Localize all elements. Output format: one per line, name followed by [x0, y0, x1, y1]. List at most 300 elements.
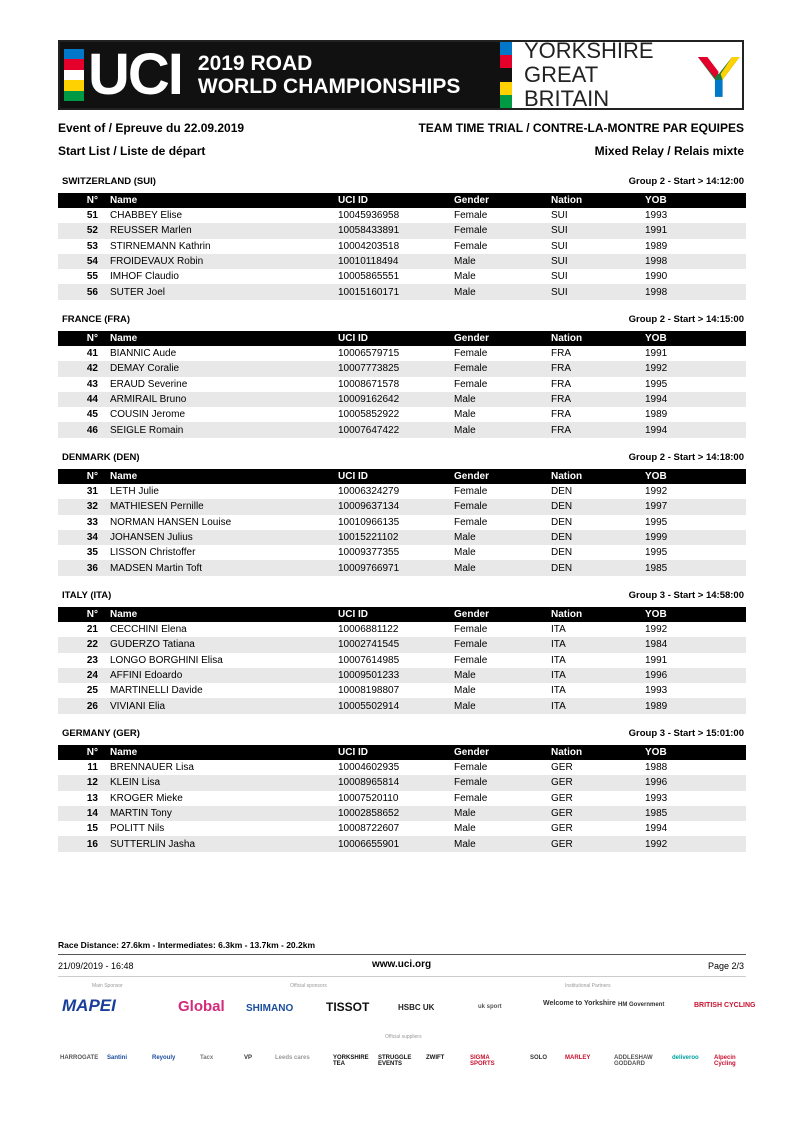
rider-nation: GER: [551, 762, 573, 774]
rider-number: 52: [58, 223, 110, 238]
rider-nation: GER: [551, 792, 573, 804]
rider-nation: FRA: [551, 348, 571, 360]
start-list-table: [58, 193, 746, 300]
supplier-logo: Reyouly: [152, 1055, 176, 1061]
rider-nation: DEN: [551, 499, 645, 514]
rider-uci-id: 10009766971: [338, 560, 454, 575]
host-line-2: GREAT BRITAIN: [524, 62, 610, 111]
rider-gender: Male: [454, 271, 476, 283]
rider-name: MARTINELLI Davide: [110, 685, 203, 697]
column-header: Nation: [551, 193, 645, 208]
rider-gender: Male: [454, 409, 476, 421]
rider-uci-id: 10008198807: [338, 685, 400, 697]
rider-name: MADSEN Martin Toft: [110, 560, 338, 575]
rider-name: IMHOF Claudio: [110, 271, 179, 283]
rider-name: SUTER Joel: [110, 284, 338, 299]
rider-uci-id: 10015160171: [338, 284, 454, 299]
supplier-logo: HARROGATE: [60, 1055, 99, 1061]
rider-name: CHABBEY Elise: [110, 210, 183, 222]
supplier-logo: ADDLESHAW GODDARD: [614, 1055, 653, 1067]
rider-number: 14: [58, 806, 110, 821]
rider-number: 22: [58, 637, 110, 652]
rider-name: BRENNAUER Lisa: [110, 762, 194, 774]
rider-name: POLITT Nils: [110, 823, 165, 835]
table-row: [58, 530, 746, 545]
rider-number: 23: [86, 654, 98, 666]
rider-uci-id: 10006881122: [338, 624, 399, 636]
rider-nation: SUI: [551, 254, 645, 269]
rider-number: 41: [86, 348, 98, 360]
team-start-group: Group 2 - Start > 14:12:00: [628, 176, 744, 187]
rider-gender: Male: [454, 392, 551, 407]
column-header: YOB: [645, 745, 746, 760]
rider-yob: 1994: [645, 823, 668, 835]
team-start-group: Group 3 - Start > 15:01:00: [628, 728, 744, 739]
championship-title: [198, 52, 461, 98]
rider-number: 55: [86, 271, 98, 283]
rider-uci-id: 10009501233: [338, 668, 454, 683]
rider-yob: 1997: [645, 499, 746, 514]
rider-name: MARTIN Tony: [110, 806, 338, 821]
rider-yob: 1991: [645, 348, 668, 360]
column-header: Name: [110, 607, 338, 622]
table-row: [58, 515, 746, 530]
rider-gender: Female: [454, 775, 551, 790]
title-line-2: WORLD CHAMPIONSHIPS: [197, 75, 461, 98]
rider-uci-id: 10004602935: [338, 762, 400, 774]
rider-yob: 1985: [645, 560, 746, 575]
column-header: UCI ID: [338, 607, 454, 622]
column-header: Nation: [551, 607, 645, 622]
rider-name: CECCHINI Elena: [110, 624, 187, 636]
championship-banner: [58, 40, 744, 110]
rider-yob: 1984: [645, 637, 746, 652]
table-row: [58, 361, 746, 376]
rider-number: 56: [58, 284, 110, 299]
rider-nation: DEN: [551, 547, 573, 559]
supplier-logo: Tacx: [200, 1055, 214, 1061]
rider-number: 25: [86, 685, 98, 697]
official-suppliers-label: Official suppliers: [385, 1034, 422, 1040]
team-start-group: Group 2 - Start > 14:15:00: [628, 314, 744, 325]
rider-name: LETH Julie: [110, 486, 159, 498]
rider-number: 44: [58, 392, 110, 407]
table-row: [58, 484, 746, 499]
column-header: Gender: [454, 193, 551, 208]
rider-gender: Male: [454, 685, 476, 697]
rider-gender: Male: [454, 284, 551, 299]
column-header: N°: [58, 469, 110, 484]
table-row: [58, 269, 746, 284]
rider-number: 11: [87, 762, 98, 774]
team-title: SWITZERLAND (SUI): [62, 176, 156, 187]
rider-gender: Male: [454, 422, 551, 437]
rider-gender: Male: [454, 668, 551, 683]
sponsor-logo: SHIMANO: [246, 1003, 294, 1014]
supplier-logo: deliveroo: [672, 1055, 699, 1061]
rider-yob: 1989: [645, 698, 746, 713]
rider-yob: 1992: [645, 836, 746, 851]
start-list-table: [58, 469, 746, 576]
column-header: Nation: [551, 745, 645, 760]
rider-uci-id: 10008671578: [338, 378, 400, 390]
rider-uci-id: 10045936958: [338, 210, 400, 222]
rider-number: 33: [86, 516, 98, 528]
rider-gender: Female: [454, 486, 488, 498]
rider-name: ARMIRAIL Bruno: [110, 392, 338, 407]
table-row: [58, 208, 746, 223]
rider-nation: GER: [551, 775, 645, 790]
supplier-logo: ZWIFT: [426, 1055, 445, 1061]
column-header: N°: [58, 745, 110, 760]
rider-yob: 1996: [645, 775, 746, 790]
rider-nation: SUI: [551, 210, 568, 222]
rider-name: SEIGLE Romain: [110, 422, 338, 437]
rider-number: 32: [58, 499, 110, 514]
table-row: [58, 637, 746, 652]
table-row: [58, 653, 746, 668]
team-start-group: Group 3 - Start > 14:58:00: [628, 590, 744, 601]
column-header: YOB: [645, 193, 746, 208]
rider-yob: 1985: [645, 806, 746, 821]
column-header: Gender: [454, 331, 551, 346]
rider-yob: 1998: [645, 254, 746, 269]
official-sponsors-label: Official sponsors: [290, 983, 327, 989]
rider-gender: Female: [454, 499, 551, 514]
sponsor-logo: TISSOT: [326, 1000, 370, 1014]
column-header: Gender: [454, 745, 551, 760]
footer-rule-top: [58, 954, 746, 955]
rider-name: NORMAN HANSEN Louise: [110, 516, 232, 528]
race-category: Mixed Relay / Relais mixte: [594, 144, 744, 158]
start-list-table: [58, 607, 746, 714]
rider-number: 24: [58, 668, 110, 683]
column-header: YOB: [645, 469, 746, 484]
rider-uci-id: 10008722607: [338, 823, 400, 835]
table-header-row: [58, 745, 746, 760]
column-header: Name: [110, 745, 338, 760]
rider-gender: Male: [454, 560, 551, 575]
host-logo: [512, 38, 742, 111]
rider-nation: GER: [551, 823, 573, 835]
rider-nation: GER: [551, 836, 645, 851]
rider-gender: Male: [454, 836, 551, 851]
rider-uci-id: 10010966135: [338, 516, 400, 528]
rider-gender: Male: [454, 254, 551, 269]
rider-gender: Female: [454, 637, 551, 652]
rider-yob: 1999: [645, 530, 746, 545]
rider-uci-id: 10005852922: [338, 409, 400, 421]
rider-yob: 1993: [645, 792, 668, 804]
column-header: UCI ID: [338, 331, 454, 346]
rider-name: FROIDEVAUX Robin: [110, 254, 338, 269]
rider-gender: Male: [454, 547, 476, 559]
sponsor-logo: BRITISH CYCLING: [694, 1002, 756, 1009]
table-row: [58, 698, 746, 713]
rider-name: JOHANSEN Julius: [110, 530, 338, 545]
rider-uci-id: 10015221102: [338, 530, 454, 545]
team-start-group: Group 2 - Start > 14:18:00: [628, 452, 744, 463]
rainbow-stripes: [64, 49, 84, 101]
rider-nation: GER: [551, 806, 645, 821]
supplier-logo: VP: [244, 1055, 253, 1061]
rider-number: 46: [58, 422, 110, 437]
table-row: [58, 560, 746, 575]
rider-yob: 1992: [645, 361, 746, 376]
start-list-table: [58, 331, 746, 438]
table-row: [58, 392, 746, 407]
table-row: [58, 239, 746, 254]
supplier-logo: Santini: [107, 1055, 128, 1061]
rider-gender: Female: [454, 762, 488, 774]
table-row: [58, 346, 746, 361]
rider-nation: FRA: [551, 422, 645, 437]
event-name: TEAM TIME TRIAL / CONTRE-LA-MONTRE PAR EQUIPES: [418, 121, 744, 135]
rider-yob: 1994: [645, 422, 746, 437]
team-title: ITALY (ITA): [62, 590, 112, 601]
rider-name: AFFINI Edoardo: [110, 668, 338, 683]
rider-uci-id: 10009377355: [338, 547, 400, 559]
supplier-logo: YORKSHIRE TEA: [333, 1055, 369, 1067]
table-row: [58, 836, 746, 851]
rider-yob: 1989: [645, 409, 668, 421]
rider-gender: Male: [454, 698, 551, 713]
rider-name: SUTTERLIN Jasha: [110, 836, 338, 851]
rider-yob: 1991: [645, 654, 668, 666]
table-row: [58, 775, 746, 790]
rider-uci-id: 10058433891: [338, 223, 454, 238]
rider-nation: DEN: [551, 516, 573, 528]
institutional-partners-label: Institutional Partners: [565, 983, 611, 989]
rider-nation: SUI: [551, 271, 568, 283]
main-sponsor-label: Main Sponsor: [92, 983, 123, 989]
rainbow-divider: [500, 42, 512, 108]
table-row: [58, 806, 746, 821]
supplier-logo: Leeds cares: [275, 1055, 310, 1061]
table-row: [58, 284, 746, 299]
rider-name: REUSSER Marlen: [110, 223, 338, 238]
column-header: Gender: [454, 469, 551, 484]
column-header: YOB: [645, 331, 746, 346]
rider-yob: 1990: [645, 271, 668, 283]
column-header: UCI ID: [338, 193, 454, 208]
rider-uci-id: 10008965814: [338, 775, 454, 790]
rider-name: LONGO BORGHINI Elisa: [110, 654, 223, 666]
table-row: [58, 499, 746, 514]
supplier-logo: STRUGGLE EVENTS: [378, 1055, 412, 1067]
rider-name: BIANNIC Aude: [110, 348, 177, 360]
rider-yob: 1995: [645, 378, 668, 390]
table-header-row: [58, 469, 746, 484]
rider-yob: 1995: [645, 516, 668, 528]
list-type: Start List / Liste de départ: [58, 144, 206, 158]
rider-uci-id: 10002858652: [338, 806, 454, 821]
column-header: Name: [110, 331, 338, 346]
website-link[interactable]: www.uci.org: [372, 959, 432, 970]
supplier-logo: Alpecin Cycling: [714, 1055, 736, 1067]
table-header-row: [58, 331, 746, 346]
rider-number: 35: [86, 547, 98, 559]
team-title: GERMANY (GER): [62, 728, 140, 739]
rider-uci-id: 10006655901: [338, 836, 454, 851]
rider-number: 16: [58, 836, 110, 851]
column-header: Nation: [551, 469, 645, 484]
table-row: [58, 683, 746, 698]
rider-nation: ITA: [551, 624, 566, 636]
rider-nation: FRA: [551, 378, 571, 390]
rider-gender: Female: [454, 348, 488, 360]
column-header: YOB: [645, 607, 746, 622]
rider-nation: DEN: [551, 486, 573, 498]
rider-name: VIVIANI Elia: [110, 698, 338, 713]
host-line-1: YORKSHIRE: [524, 38, 654, 63]
rider-name: MATHIESEN Pernille: [110, 499, 338, 514]
rider-number: 36: [58, 560, 110, 575]
rider-yob: 1993: [645, 685, 668, 697]
rider-name: LISSON Christoffer: [110, 547, 196, 559]
rider-gender: Female: [454, 516, 488, 528]
rider-number: 12: [58, 775, 110, 790]
rider-nation: ITA: [551, 637, 645, 652]
rider-nation: SUI: [551, 223, 645, 238]
rider-number: 45: [86, 409, 98, 421]
sponsor-logo: Welcome to Yorkshire: [543, 1000, 616, 1007]
rider-name: STIRNEMANN Kathrin: [110, 240, 211, 252]
rider-uci-id: 10007614985: [338, 654, 400, 666]
start-list-table: [58, 745, 746, 852]
table-row: [58, 821, 746, 836]
column-header: Gender: [454, 607, 551, 622]
sponsor-logo: MAPEI: [62, 996, 116, 1015]
table-header-row: [58, 193, 746, 208]
table-row: [58, 254, 746, 269]
table-row: [58, 377, 746, 392]
rider-gender: Female: [454, 654, 488, 666]
rider-nation: ITA: [551, 654, 566, 666]
table-row: [58, 791, 746, 806]
rider-uci-id: 10005865551: [338, 271, 400, 283]
rider-number: 54: [58, 254, 110, 269]
footer-rule-bottom: [58, 976, 746, 977]
uci-banner-left: [60, 42, 500, 108]
supplier-logo: SIGMA SPORTS: [470, 1055, 495, 1067]
table-header-row: [58, 607, 746, 622]
page-number: Page 2/3: [707, 961, 744, 971]
table-row: [58, 422, 746, 437]
event-date: Event of / Epreuve du 22.09.2019: [58, 121, 245, 135]
rider-uci-id: 10006579715: [338, 348, 400, 360]
rider-gender: Female: [454, 210, 488, 222]
rider-uci-id: 10005502914: [338, 698, 454, 713]
rider-uci-id: 10002741545: [338, 637, 454, 652]
rider-gender: Male: [454, 530, 551, 545]
uci-logo: UCI: [88, 42, 182, 107]
rider-yob: 1992: [645, 624, 668, 636]
rider-name: GUDERZO Tatiana: [110, 637, 338, 652]
rider-number: 13: [86, 792, 98, 804]
title-line-1: 2019 ROAD: [197, 52, 313, 75]
yorkshire-y-icon: [696, 50, 742, 100]
sponsor-logo: uk sport: [478, 1004, 502, 1010]
supplier-logo: MARLEY: [565, 1055, 591, 1061]
table-row: [58, 622, 746, 637]
printed-timestamp: 21/09/2019 - 16:48: [58, 961, 134, 971]
rider-gender: Female: [454, 624, 488, 636]
rider-gender: Female: [454, 378, 488, 390]
rider-nation: ITA: [551, 685, 566, 697]
rider-number: 42: [58, 361, 110, 376]
table-row: [58, 760, 746, 775]
column-header: N°: [58, 193, 110, 208]
column-header: Name: [110, 469, 338, 484]
team-title: FRANCE (FRA): [62, 314, 131, 325]
rider-name: COUSIN Jerome: [110, 409, 186, 421]
sponsor-logo: HSBC UK: [398, 1003, 435, 1012]
rider-uci-id: 10010118494: [338, 254, 454, 269]
team-title: DENMARK (DEN): [62, 452, 140, 463]
rider-nation: FRA: [551, 392, 645, 407]
column-header: Nation: [551, 331, 645, 346]
race-distance-info: Race Distance: 27.6km - Intermediates: 6.3km - 13.7km - 20.2km: [58, 940, 316, 950]
table-row: [58, 223, 746, 238]
rider-uci-id: 10006324279: [338, 486, 400, 498]
rider-number: 53: [86, 240, 98, 252]
rider-yob: 1998: [645, 284, 746, 299]
rider-gender: Female: [454, 240, 488, 252]
rider-number: 26: [58, 698, 110, 713]
rider-gender: Male: [454, 806, 551, 821]
sponsor-logo: HM Government: [618, 1002, 665, 1008]
rider-number: 15: [86, 823, 98, 835]
rider-nation: FRA: [551, 361, 645, 376]
rider-name: ERAUD Severine: [110, 378, 188, 390]
table-row: [58, 407, 746, 422]
rider-yob: 1995: [645, 547, 668, 559]
rider-gender: Female: [454, 792, 488, 804]
rider-gender: Female: [454, 361, 551, 376]
supplier-logo: SOLO: [530, 1055, 548, 1061]
rider-nation: SUI: [551, 284, 645, 299]
rider-yob: 1996: [645, 668, 746, 683]
rider-gender: Male: [454, 823, 476, 835]
column-header: N°: [58, 331, 110, 346]
column-header: Name: [110, 193, 338, 208]
table-row: [58, 545, 746, 560]
rider-name: KLEIN Lisa: [110, 775, 338, 790]
rider-nation: FRA: [551, 409, 571, 421]
rider-yob: 1994: [645, 392, 746, 407]
rider-yob: 1991: [645, 223, 746, 238]
rider-number: 21: [86, 624, 98, 636]
rider-uci-id: 10007647422: [338, 422, 454, 437]
column-header: N°: [58, 607, 110, 622]
rider-number: 34: [58, 530, 110, 545]
rider-yob: 1989: [645, 240, 668, 252]
rider-yob: 1993: [645, 210, 668, 222]
rider-nation: ITA: [551, 668, 645, 683]
rider-yob: 1988: [645, 762, 668, 774]
table-row: [58, 668, 746, 683]
rider-yob: 1992: [645, 486, 668, 498]
rider-number: 43: [86, 378, 98, 390]
rider-uci-id: 10009162642: [338, 392, 454, 407]
rider-nation: DEN: [551, 560, 645, 575]
rider-number: 31: [86, 486, 98, 498]
column-header: UCI ID: [338, 469, 454, 484]
rider-name: DEMAY Coralie: [110, 361, 338, 376]
sponsor-logo: Global: [178, 998, 225, 1015]
rider-uci-id: 10007773825: [338, 361, 454, 376]
